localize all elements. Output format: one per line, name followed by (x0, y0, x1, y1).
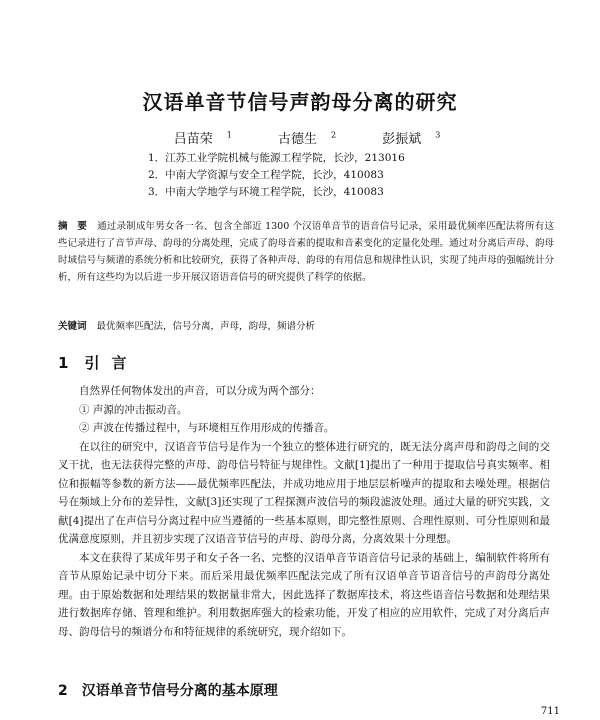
abstract-text: 通过录制成年男女各一名、包含全部近 1300 个汉语单音节的语音信号记录，采用最优频率匹配法将所有这些记录进行了音节声母、韵母的分离处理，完成了韵母音素的提取和音素变化的定量化处理。通过对分离后声母、韵母时域信号与频谱的系统分析和比较研究，获得了各种声母、韵母的有用信息和规律性认识，实现了纯声母的强幅统计分析，所有这些均为以后进一步开展汉语语音信号的研究提供了科学的依据。 (58, 221, 554, 283)
keywords-text: 最优频率匹配法，信号分离，声母，韵母，频谱分析 (96, 321, 316, 332)
paragraph: ② 声波在传播过程中，与环境相互作用形成的传播音。 (79, 422, 335, 434)
keywords (58, 318, 554, 332)
author: 彭振斌 $^3$ (382, 130, 441, 147)
section-1-body (58, 382, 550, 641)
author-list (0, 128, 600, 147)
paragraph: 本文在获得了某成年男子和女子各一名、完整的汉语单音节语音信号记录的基础上，编制软件将所有音节从原始记录中切分下来。而后采用最优频率匹配法完成了所有汉语单音节语音信号的声韵母分离处理。由于原始数据和处理结果的数据量非常大，因此选择了数据库技术，将这些语音信号数据和处理结果进行数据库存储、管理和维护。利用数据库强大的检索功能，开发了相应的应用软件，完成了对分离后声母、韵母信号的频谱分布和特征规律的系统研究，现介绍如下。 (58, 551, 550, 638)
section-number: 1 (58, 354, 69, 372)
paragraph: ① 声源的冲击振动音。 (79, 403, 188, 416)
section-title: 汉语单音节信号分离的基本原理 (81, 683, 278, 699)
section-number: 2 (58, 683, 68, 699)
affiliation: 3．中南大学地学与环境工程学院，长沙，410083 (148, 186, 384, 198)
author: 古德生 $^2$ (277, 130, 337, 147)
section-heading-1 (58, 352, 138, 373)
paper-title: 汉语单音节信号声韵母分离的研究 (142, 90, 458, 114)
section-title: 引言 (84, 354, 139, 372)
keywords-label: 关键词 (58, 321, 87, 332)
section-heading-2 (58, 680, 278, 700)
affiliation: 2．中南大学资源与安全工程学院，长沙，410083 (148, 169, 384, 181)
affiliation-list (148, 150, 508, 201)
abstract (58, 218, 554, 286)
page-number: 711 (540, 706, 560, 717)
paragraph: 在以往的研究中，汉语音节信号是作为一个独立的整体进行研究的，既无法分离声母和韵母之间的交叉干扰，也无法获得完整的声母、韵母信号特征与规律性。文献[1]提出了一种用于提取信号真实频率、相位和振幅等参数的新方法——最优频率匹配法，并成功地应用于地层层析噪声的提取和去噪处理。根据信号在频域上分布的差异性，文献[3]还实现了工程探测声波信号的频段滤波处理。通过大量的研究实践，文献[4]提出了在声信号分离过程中应当遵循的一些基本原则，即完整性原则、合理性原则、可分性原则和最优满意度原则，并且初步实现了汉语音节信号的声母、韵母分离，分离效果十分理想。 (58, 440, 550, 545)
paragraph: 自然界任何物体发出的声音，可以分成为两个部分： (79, 385, 321, 397)
affiliation: 1．江苏工业学院机械与能源工程学院，长沙，213016 (148, 152, 405, 164)
author: 吕苗荣 $^1$ (173, 130, 232, 147)
abstract-label: 摘 要 (58, 221, 88, 232)
